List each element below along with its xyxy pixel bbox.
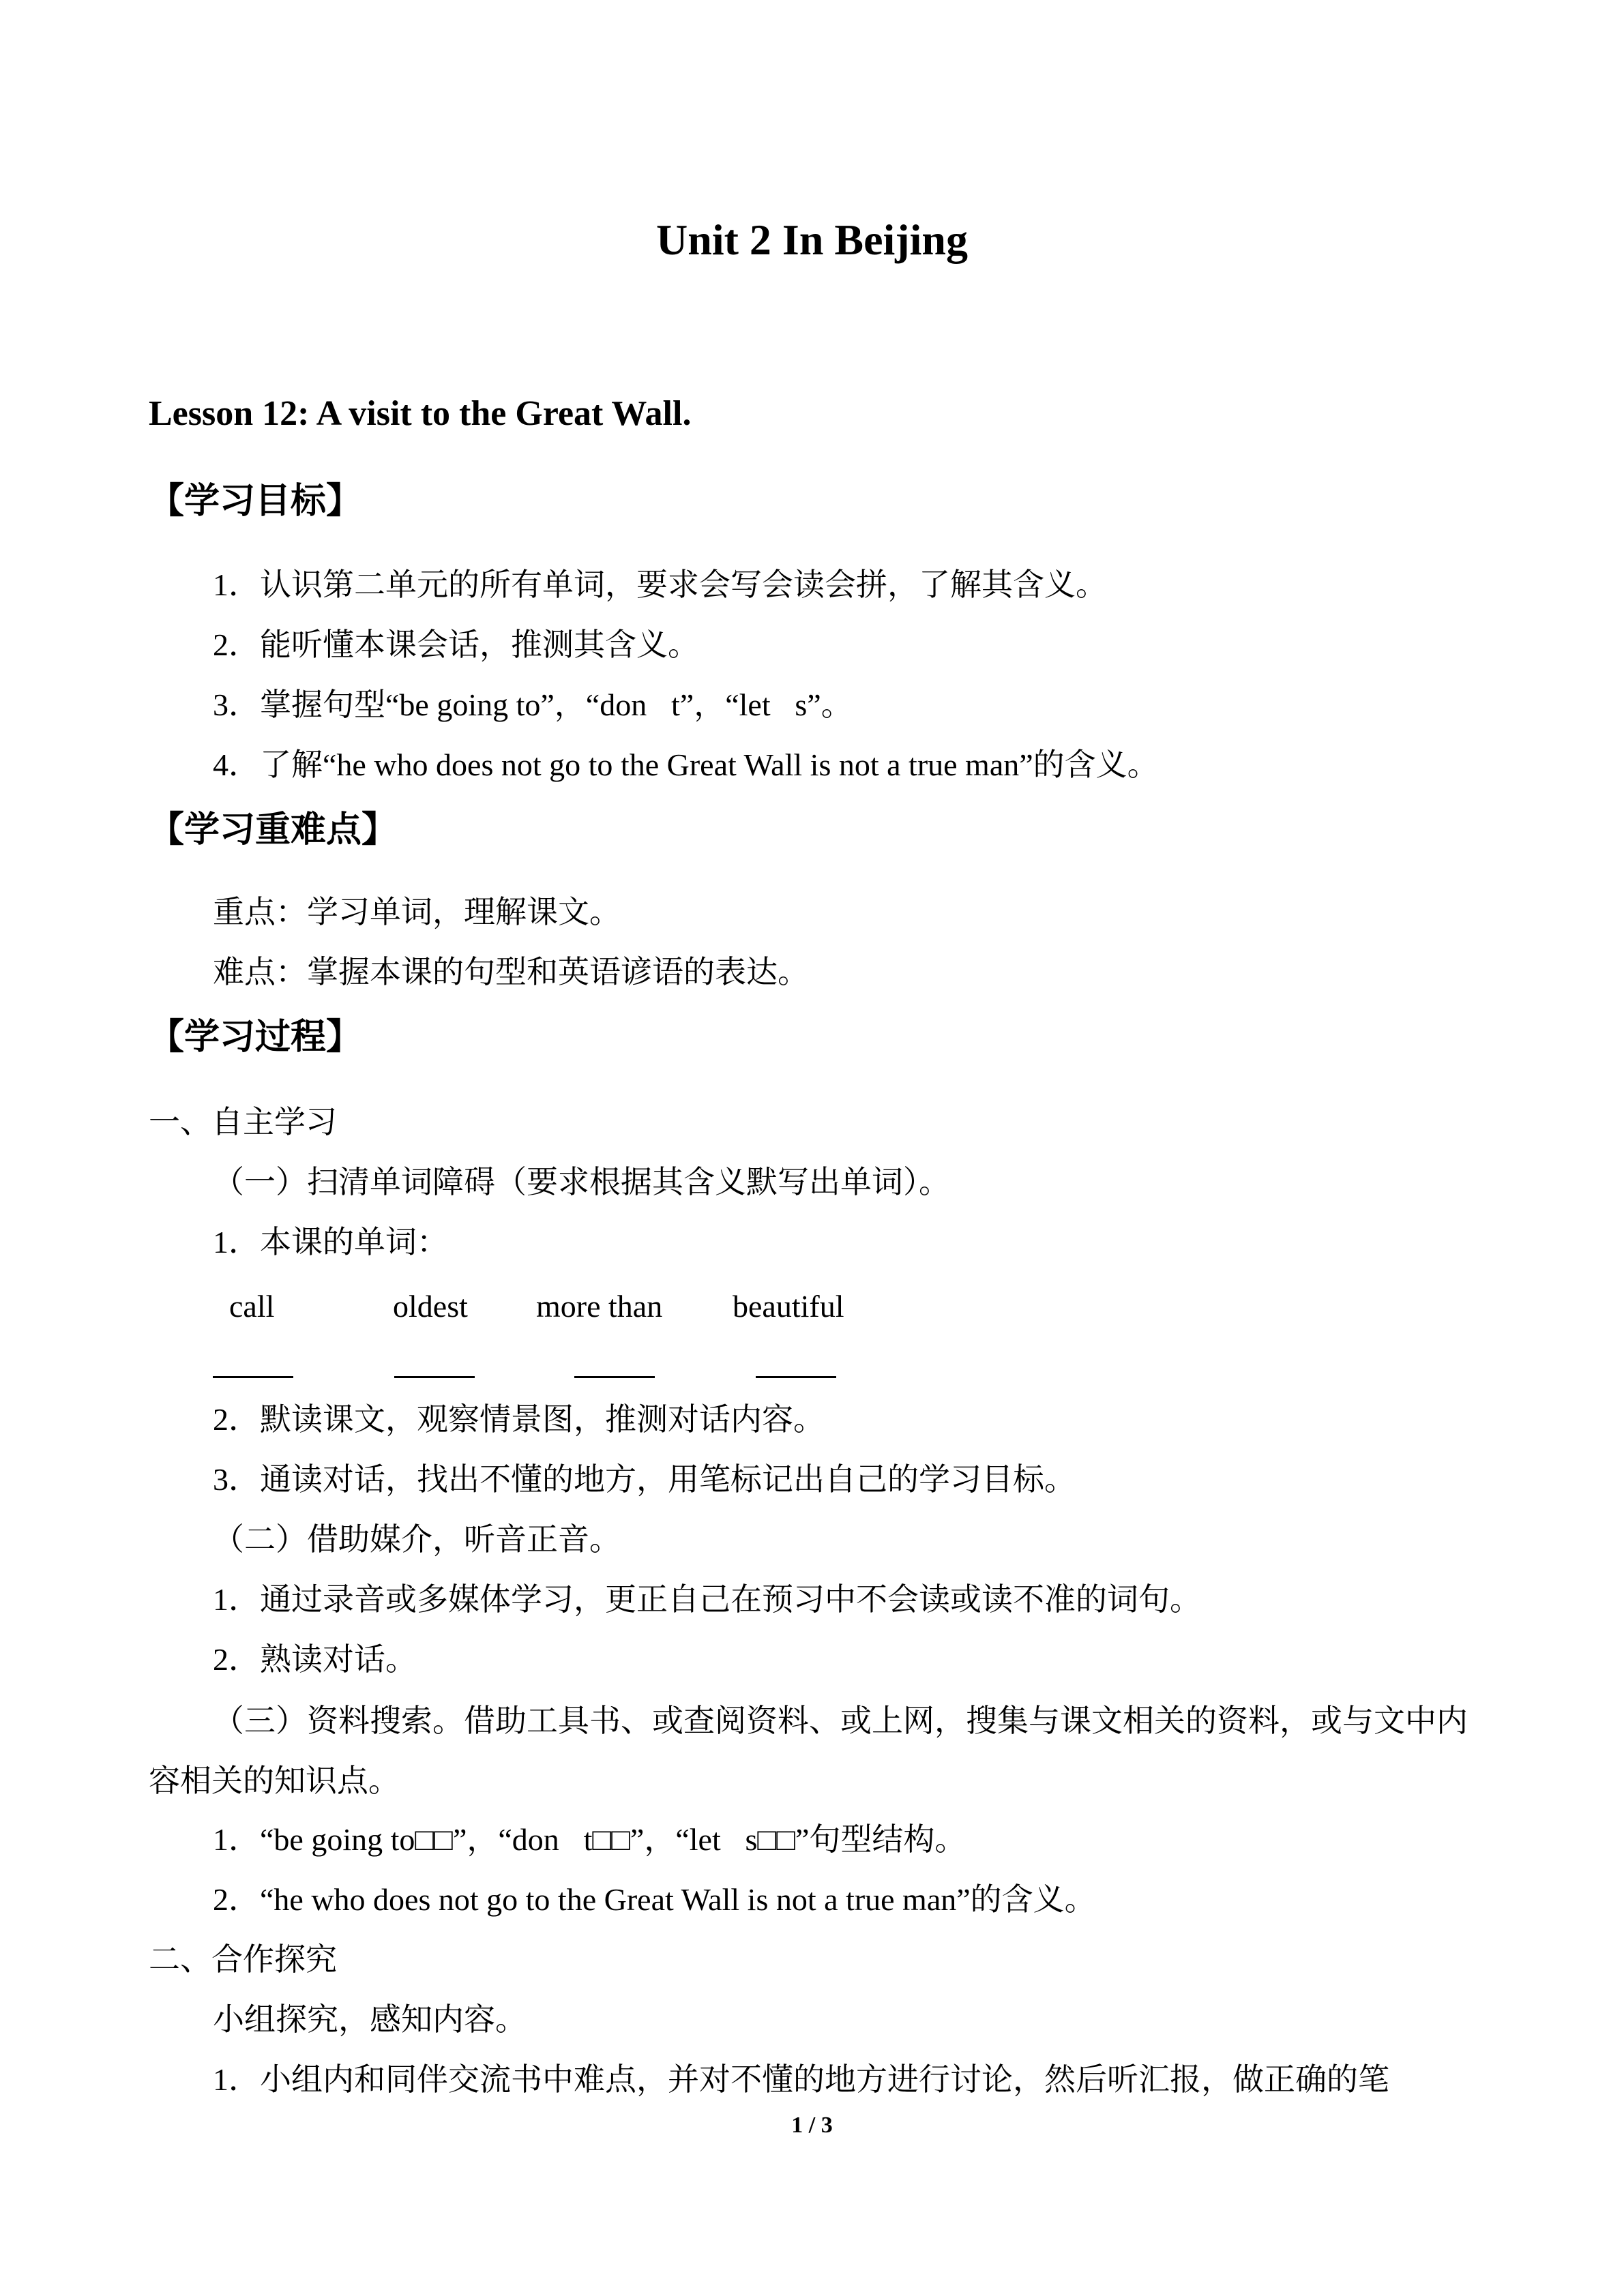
vocab-blank-2[interactable] [394, 1376, 475, 1378]
part2-intro: 小组探究，感知内容。 [213, 2002, 527, 2037]
vocab-word-call: call [229, 1289, 275, 1324]
sub3-item-1: 1．“be going to□□”，“don t□□”，“let s□□”句型结构。 [213, 1822, 966, 1857]
sub1-item-3: 3．通读对话，找出不懂的地方，用笔标记出自己的学习目标。 [213, 1462, 1076, 1497]
vocab-blank-4[interactable] [756, 1376, 836, 1378]
sub1-item-2: 2．默读课文，观察情景图，推测对话内容。 [213, 1402, 825, 1437]
vocab-blank-1[interactable] [213, 1376, 293, 1378]
vocab-word-more-than: more than [536, 1289, 663, 1324]
document-title: Unit 2 In Beijing [656, 215, 968, 264]
key-point-2: 难点：掌握本课的句型和英语谚语的表达。 [213, 955, 809, 989]
part2-title: 二、合作探究 [149, 1942, 337, 1977]
sub3-title: （三）资料搜索。借助工具书、或查阅资料、或上网，搜集与课文相关的资料，或与文中内容相关的知识点。 [149, 1703, 1468, 1798]
goal-item-4: 4．了解“he who does not go to the Great Wall is not a true man”的含义。 [213, 747, 1159, 782]
sub2-title: （二）借助媒介，听音正音。 [213, 1522, 621, 1557]
section-heading-goals: 【学习目标】 [149, 481, 362, 522]
sub2-item-1: 1．通过录音或多媒体学习，更正自己在预习中不会读或读不准的词句。 [213, 1582, 1201, 1617]
section-heading-key-points: 【学习重难点】 [149, 809, 398, 850]
section-heading-process: 【学习过程】 [149, 1017, 362, 1058]
sub1-item-1: 1．本课的单词： [213, 1225, 448, 1259]
vocab-word-beautiful: beautiful [733, 1289, 844, 1324]
goal-item-3: 3．掌握句型“be going to”，“don t”，“let s”。 [213, 687, 853, 722]
sub1-title: （一）扫清单词障碍（要求根据其含义默写出单词）。 [213, 1165, 950, 1199]
part2-item-1: 1．小组内和同伴交流书中难点，并对不懂的地方进行讨论，然后听汇报，做正确的笔 [213, 2062, 1389, 2097]
page-number: 1 / 3 [791, 2113, 833, 2138]
vocab-word-oldest: oldest [393, 1289, 468, 1324]
vocab-blank-3[interactable] [574, 1376, 655, 1378]
goal-item-1: 1．认识第二单元的所有单词，要求会写会读会拼，了解其含义。 [213, 567, 1107, 602]
sub3-item-2: 2．“he who does not go to the Great Wall is not a true man”的含义。 [213, 1882, 1096, 1917]
goal-item-2: 2．能听懂本课会话，推测其含义。 [213, 627, 699, 662]
key-point-1: 重点：学习单词，理解课文。 [213, 895, 621, 929]
sub2-item-2: 2．熟读对话。 [213, 1642, 417, 1677]
part1-title: 一、自主学习 [149, 1105, 337, 1139]
lesson-heading: Lesson 12: A visit to the Great Wall. [149, 394, 692, 433]
